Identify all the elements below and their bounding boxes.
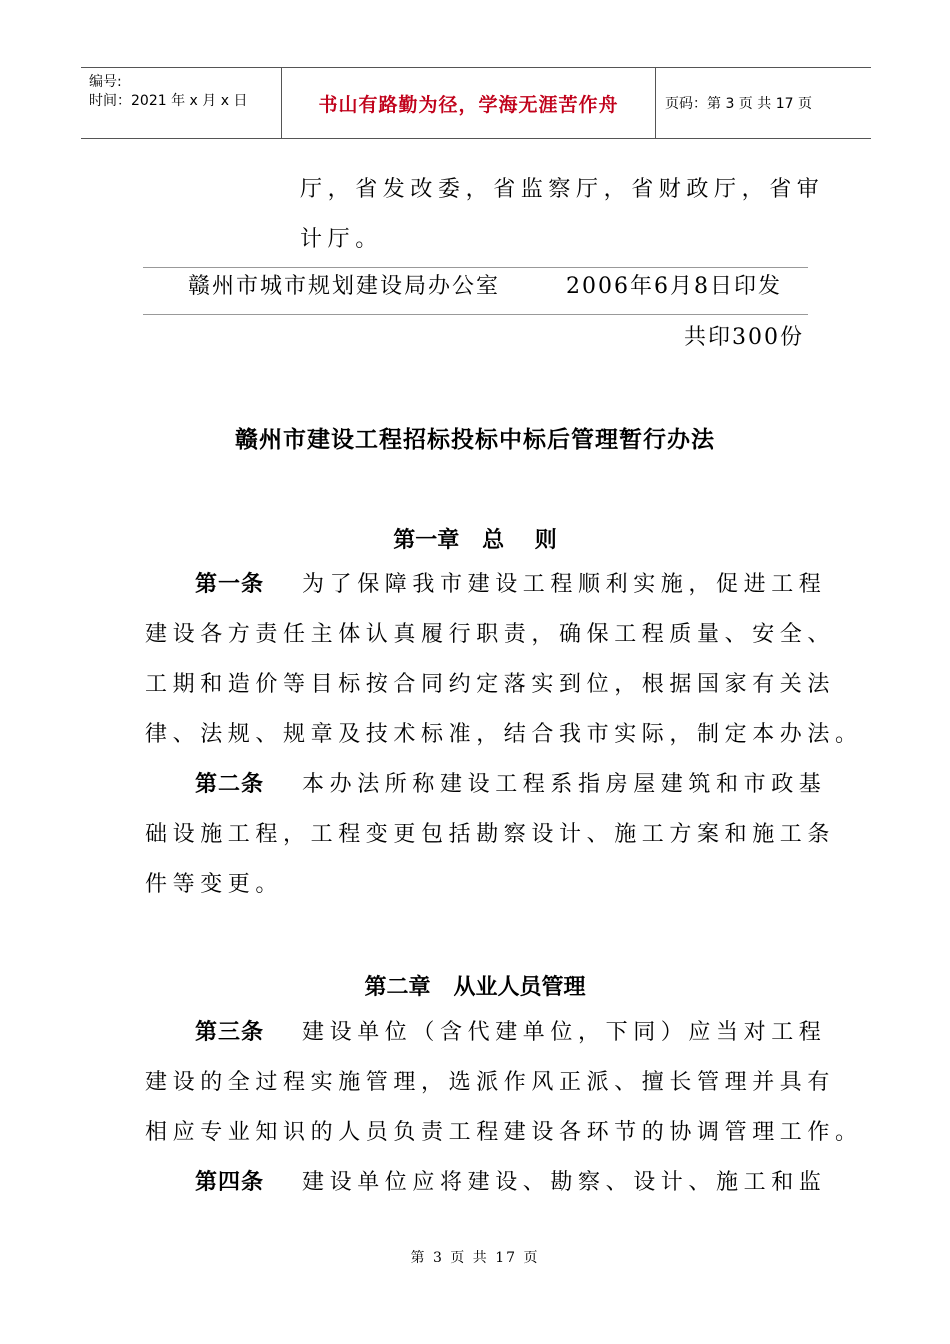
chapter-heading: 第一章 总 则 <box>393 528 557 553</box>
article-label: 第二条 <box>195 772 265 797</box>
article-text: 本办法所称建设工程系指房屋建筑和市政基 <box>302 772 827 797</box>
number-label: 编号: <box>89 74 122 90</box>
issuer-rule-top <box>143 267 808 268</box>
time-label: 时间：2021 年 x 月 x 日 <box>89 93 248 109</box>
header-divider <box>655 68 656 138</box>
article-text: 律、法规、规章及技术标准，结合我市实际，制定本办法。 <box>145 722 863 747</box>
article-text: 础设施工程，工程变更包括勘察设计、施工方案和施工条 <box>145 822 836 847</box>
article-text: 建设单位应将建设、勘察、设计、施工和监 <box>302 1170 827 1195</box>
article-text: 建设单位（含代建单位，下同）应当对工程 <box>302 1020 827 1045</box>
article-text: 件等变更。 <box>145 872 284 897</box>
chapter-heading: 第二章 从业人员管理 <box>364 975 586 1000</box>
article-text: 建设的全过程实施管理，选派作风正派、擅长管理并具有 <box>145 1070 836 1095</box>
issuer-office: 赣州市城市规划建设局办公室 <box>188 274 501 299</box>
document-header <box>81 67 871 139</box>
page-footer: 第 3 页 共 17 页 <box>410 1250 540 1266</box>
header-motto: 书山有路勤为径，学海无涯苦作舟 <box>318 93 619 116</box>
article-label: 第一条 <box>195 572 265 597</box>
article-text: 建设各方责任主体认真履行职责，确保工程质量、安全、 <box>145 622 836 647</box>
header-meta <box>81 68 281 138</box>
article-text: 工期和造价等目标按合同约定落实到位，根据国家有关法 <box>145 672 836 697</box>
article-text: 相应专业知识的人员负责工程建设各环节的协调管理工作。 <box>145 1120 863 1145</box>
issuer-copies: 共印300份 <box>684 325 804 350</box>
article-text: 为了保障我市建设工程顺利实施，促进工程 <box>302 572 827 597</box>
issuer-rule-bottom <box>143 314 808 315</box>
document-title: 赣州市建设工程招标投标中标后管理暂行办法 <box>235 427 715 453</box>
issuer-date: 2006年6月8日印发 <box>566 274 782 299</box>
article-label: 第三条 <box>195 1020 265 1045</box>
copy-to-line: 厅，省发改委，省监察厅，省财政厅，省审 <box>300 177 825 202</box>
header-page-info: 页码：第 3 页 共 17 页 <box>665 96 812 112</box>
article-label: 第四条 <box>195 1170 265 1195</box>
copy-to-line: 计厅。 <box>300 227 383 252</box>
